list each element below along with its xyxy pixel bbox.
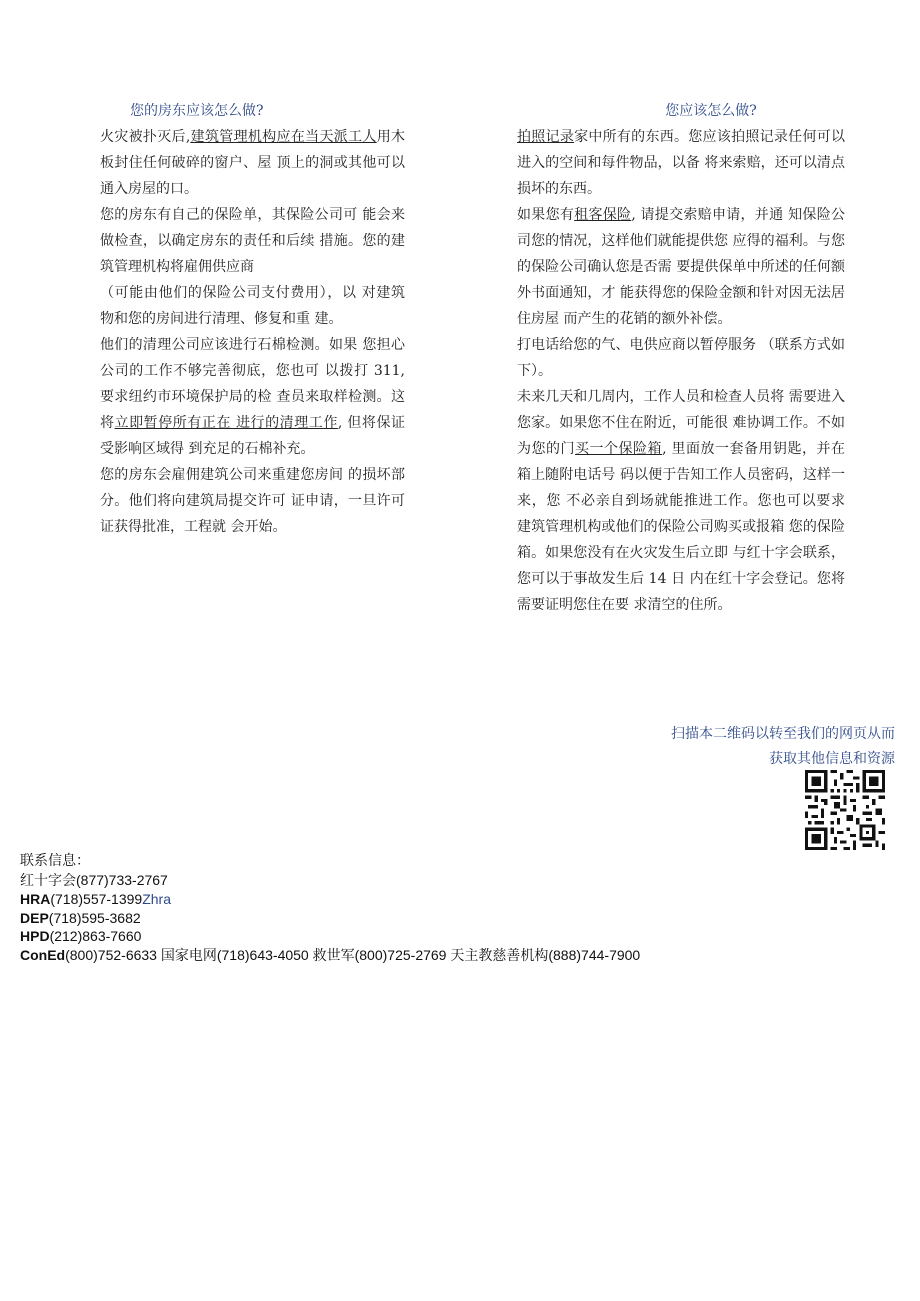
text-segment: 未来几天和几周内，工作人员和检查人员将 需要进入您家。如果您不住在附近，可能很 难协调工作。不如为您的门 — [517, 389, 845, 457]
underlined-text: 建筑管理机构应在当天派工人 — [190, 129, 377, 145]
underlined-text: 拍照记录 — [517, 129, 575, 145]
right-heading: 您应该怎么做? — [665, 103, 757, 119]
phone-number: (800)752-6633 — [65, 946, 157, 963]
phone-number: (800)725-2769 — [354, 946, 447, 963]
right-paragraph-3: 打电话给您的气、电供应商以暂停服务 （联系方式如下）。 — [517, 337, 845, 379]
contact-info — [20, 852, 640, 965]
text-segment: 火灾被扑灭后, — [100, 129, 191, 145]
phone-number: (718)557-1399 — [50, 891, 143, 907]
underlined-text: 立即暂停所有正在 进行的清理工作 — [114, 415, 338, 431]
qr-caption-line-2: 获取其他信息和资源 — [769, 751, 895, 767]
contact-label: HRA — [20, 891, 51, 907]
contact-redcross — [20, 871, 640, 891]
contact-label: 红十字会 — [20, 872, 76, 889]
left-paragraph-5: 您的房东会雇佣建筑公司来重建您房间 的损坏部分。他们将向建筑局提交许可 证申请，一旦许可证获得批准，工程就 会开始。 — [100, 467, 405, 535]
phone-number: (718)595-3682 — [48, 909, 141, 926]
right-paragraph-1 — [517, 124, 845, 202]
left-column — [100, 98, 405, 540]
underlined-text: 租客保险 — [574, 207, 632, 223]
text-segment: 他们的清理公司应该进行石棉检测。如果 您担心公司的工作不够完善彻底，您也可 以拨打 311,要求纽约市环境保护局的检 查员来取样检测。这将 — [100, 337, 405, 431]
contact-label: DEP — [20, 909, 49, 926]
contact-utilities — [20, 946, 640, 966]
qr-caption-line-1: 扫描本二维码以转至我们的网页从而 — [671, 726, 895, 742]
text-segment: , 请提交索赔申请，并通 知保险公司您的情况，这样他们就能提供您 应得的福利。与您的保险公司确认您是否需 要提供保单中所述的任何额外书面通知，才 能获得您的保险金额和针对因无法居住房屋 而产生的花销的额外补偿。 — [517, 207, 845, 327]
left-paragraph-4 — [100, 332, 405, 462]
phone-number: (718)643-4050 — [216, 946, 309, 963]
contact-label: 国家电网 — [160, 947, 217, 964]
qr-code-icon[interactable] — [805, 770, 885, 850]
text-segment: 如果您有 — [517, 207, 575, 223]
left-paragraph-2: 您的房东有自己的保险单，其保险公司可 能会来做检查，以确定房东的责任和后续 措施。您的建筑管理机构将雇佣供应商 — [100, 207, 405, 275]
contact-label: HPD — [20, 928, 50, 944]
contact-label: 救世军 — [312, 947, 355, 964]
contact-title: 联系信息： — [20, 853, 90, 869]
text-segment: 用木板封住任何破碎的窗户、屋 顶上的洞或其他可以通入房屋的口。 — [100, 129, 406, 197]
text-segment: , 里面放一套备用钥匙，并在箱上随附电话号 码以便于告知工作人员密码，这样一来，您 不必亲自到场就能推进工作。您也可以要求 建筑管理机构或他们的保险公司购买或报箱 您的保险箱。如果您没有在火灾发生后立即 与红十字会联系，您可以于事故发生后 14 日 内在红十字会登记。您将需要证明您住在要 求清空的住所。 — [517, 441, 846, 613]
phone-number: (888)744-7900 — [548, 946, 641, 963]
right-paragraph-4 — [517, 384, 845, 618]
contact-hpd — [20, 927, 640, 946]
right-column — [517, 98, 845, 618]
qr-caption — [671, 722, 895, 772]
text-segment: 家中所有的东西。您应该拍照记录任何可以进入的空间和每件物品，以备 将来索赔，还可以清点损坏的东西。 — [517, 129, 846, 197]
contact-dep — [20, 909, 640, 928]
contact-hra — [20, 890, 640, 909]
contact-label: 天主教慈善机构 — [450, 947, 549, 964]
left-paragraph-1 — [100, 124, 405, 202]
phone-number: (212)863-7660 — [49, 928, 142, 944]
underlined-text: 买一个保险箱 — [575, 441, 663, 457]
hra-extra-text: Zhra — [142, 891, 171, 907]
right-paragraph-2 — [517, 202, 845, 332]
left-heading: 您的房东应该怎么做? — [130, 103, 264, 119]
phone-number: (877)733-2767 — [76, 871, 168, 888]
text-segment: , 但将保证受影响区域得 到充足的石棉补充。 — [100, 415, 406, 457]
contact-label: ConEd — [20, 946, 66, 963]
left-paragraph-3: （可能由他们的保险公司支付费用），以 对建筑物和您的房间进行清理、修复和重 建。 — [100, 285, 405, 327]
